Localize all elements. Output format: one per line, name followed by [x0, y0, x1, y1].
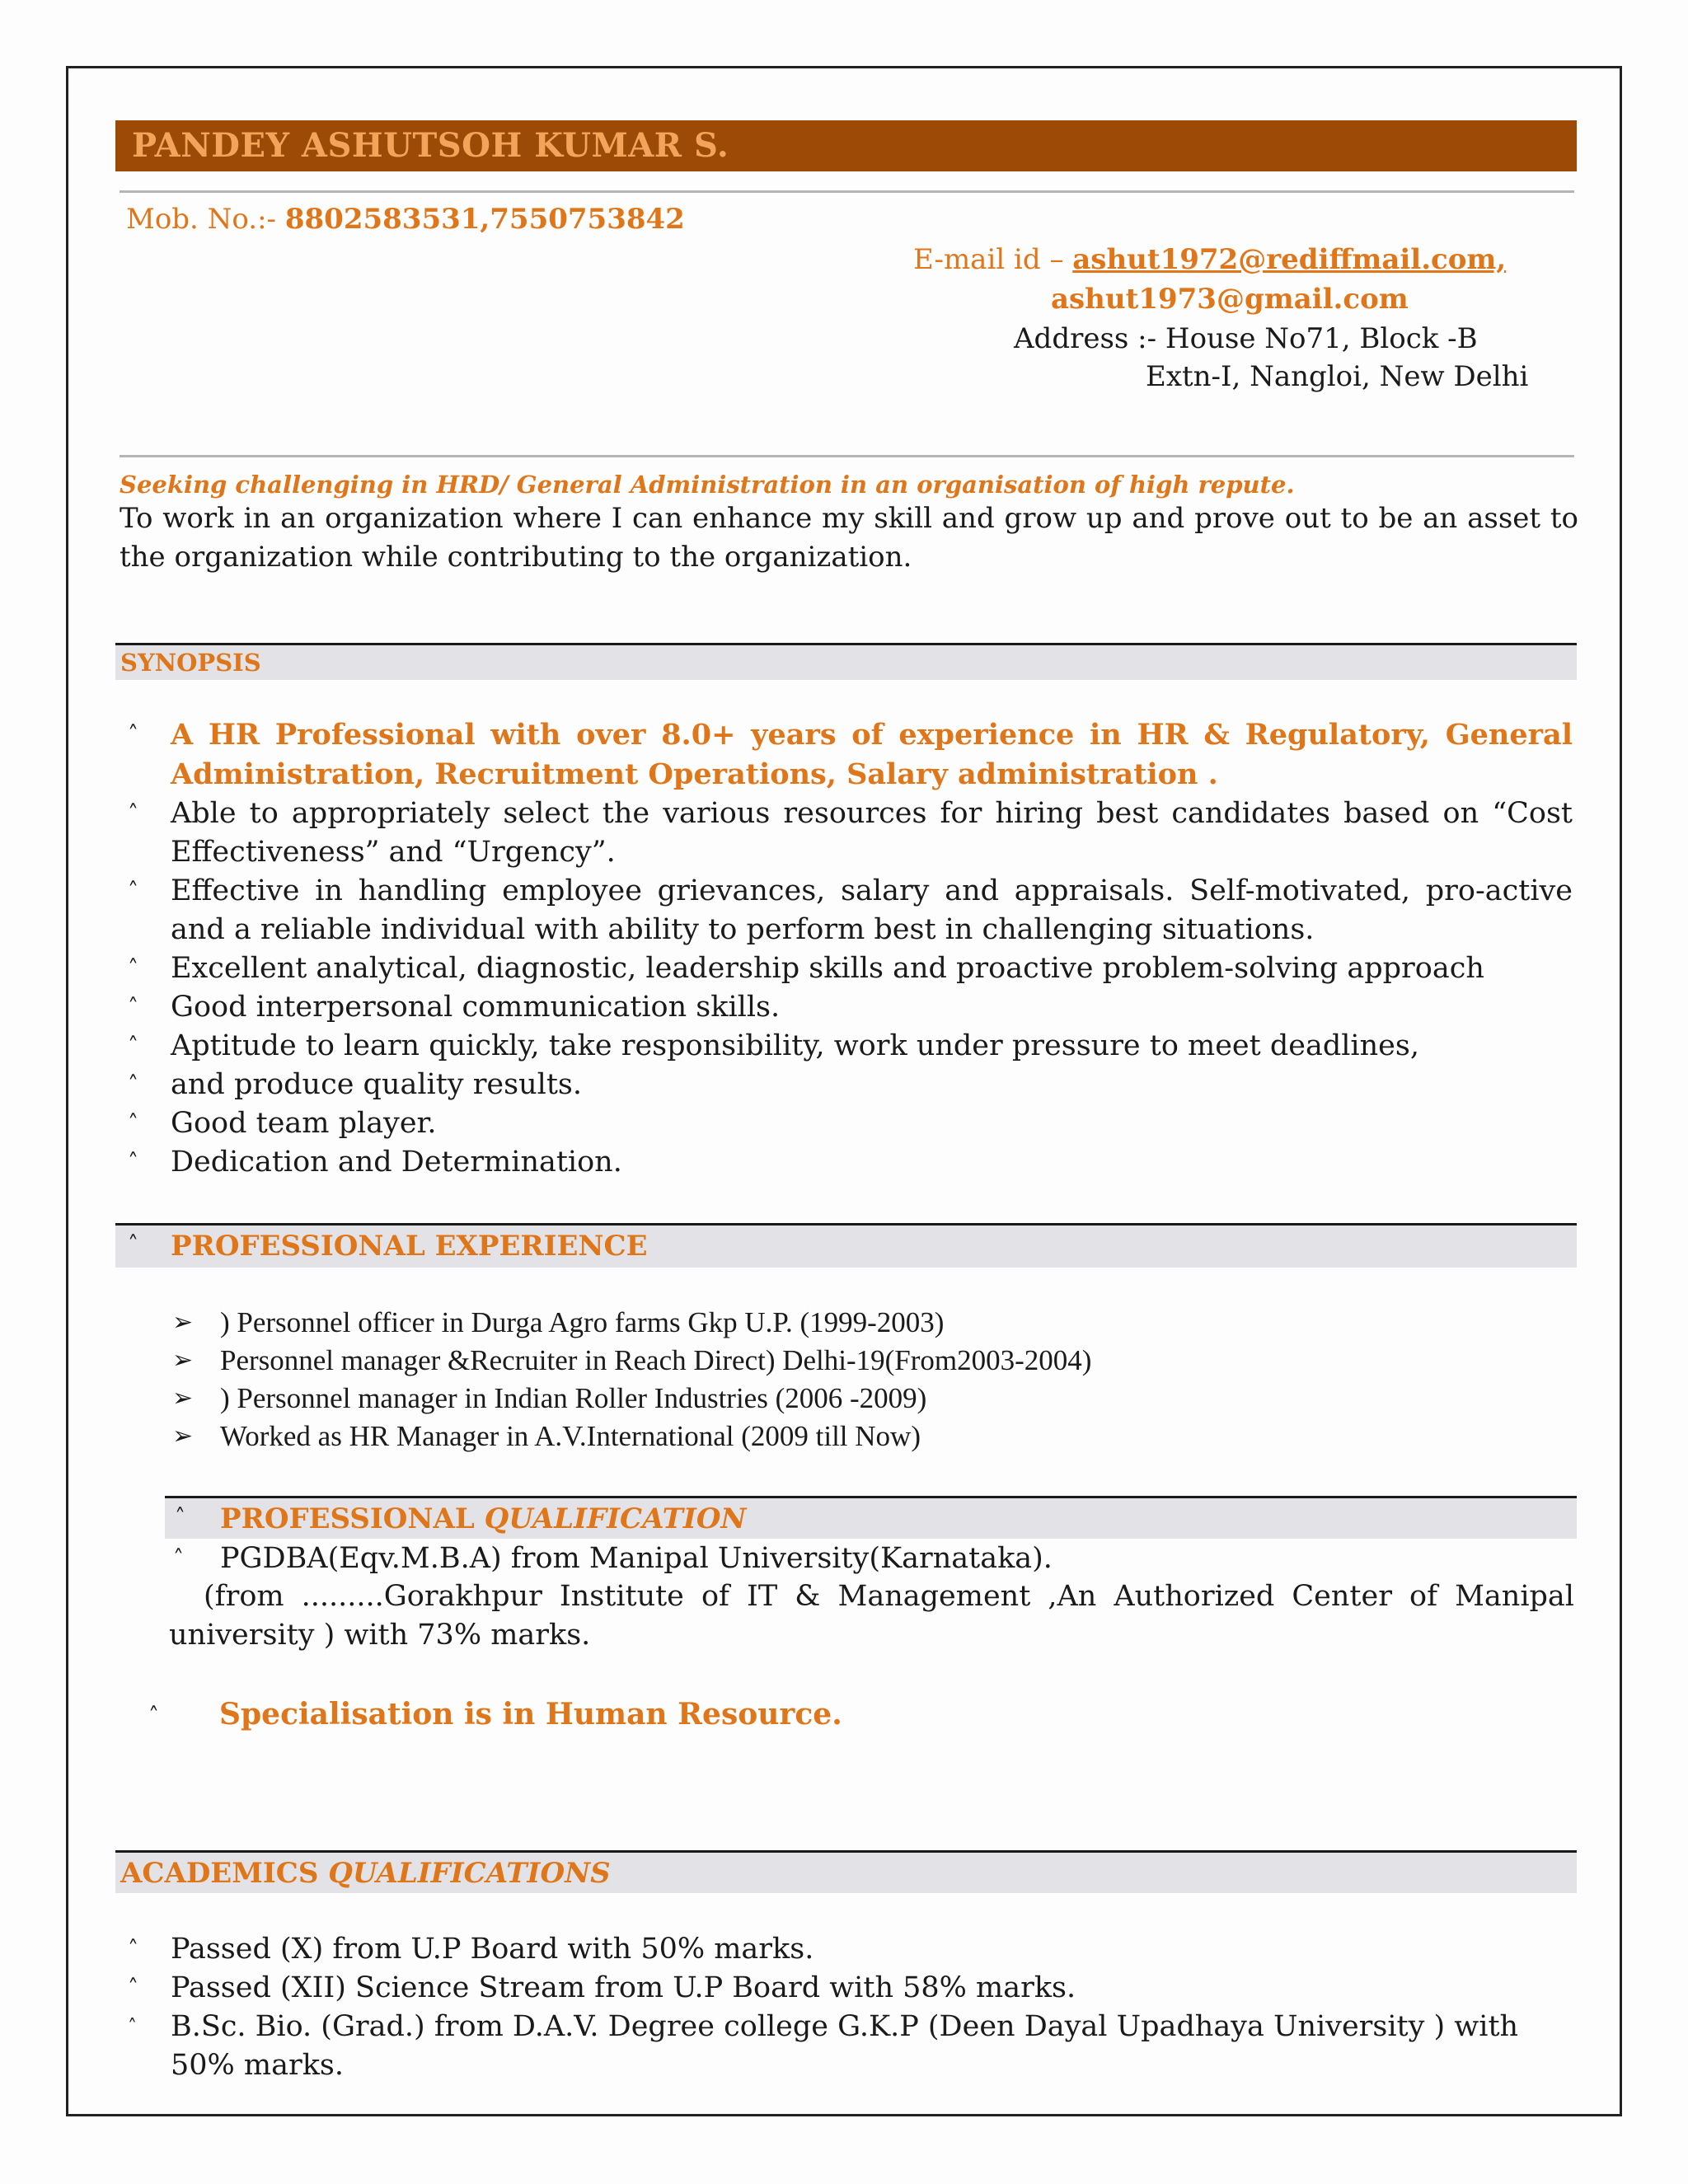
- synopsis-item: ˄ Excellent analytical, diagnostic, leadership skills and proactive problem-solving approach: [120, 949, 1573, 988]
- header-divider: [120, 190, 1574, 193]
- academics-item: ˄ B.Sc. Bio. (Grad.) from D.A.V. Degree college G.K.P (Deen Dayal Upadhaya University ) with 50% marks.: [120, 2008, 1541, 2085]
- experience-item: ➢ Worked as HR Manager in A.V.International (2009 till Now): [169, 1418, 1570, 1455]
- email-link-1[interactable]: ashut1972@rediffmail.com,: [1072, 243, 1507, 276]
- arrowhead-bullet-icon: ➢: [172, 1309, 194, 1336]
- qualification-section-bar: [165, 1496, 1577, 1539]
- objective-heading: Seeking challenging in HRD/ General Administration in an organisation of high repute.: [120, 471, 1295, 499]
- academics-section-bar: [115, 1850, 1577, 1893]
- arrow-bullet-icon: ˄: [173, 1546, 184, 1571]
- arrow-bullet-icon: ˄: [128, 1033, 138, 1058]
- experience-section-bar: [115, 1223, 1577, 1268]
- specialisation-item: ˄ Specialisation is in Human Resource.: [148, 1694, 1550, 1736]
- arrowhead-bullet-icon: ➢: [172, 1347, 194, 1374]
- experience-item: ➢ ) Personnel officer in Durga Agro farms Gkp U.P. (1999-2003): [169, 1304, 1570, 1342]
- synopsis-item: ˄ Good interpersonal communication skills.: [120, 988, 1573, 1027]
- qualification-title: PROFESSIONAL QUALIFICATION: [220, 1502, 747, 1535]
- arrow-bullet-icon: ˄: [128, 1232, 138, 1257]
- mobile-label: Mob. No.:-: [126, 203, 285, 236]
- email-line-1: [913, 241, 1589, 279]
- arrow-bullet-icon: ˄: [128, 1937, 138, 1961]
- arrow-bullet-icon: ˄: [128, 1150, 138, 1174]
- academics-item: ˄ Passed (X) from U.P Board with 50% marks.: [120, 1930, 1541, 1969]
- address-line-2: Extn-I, Nangloi, New Delhi: [1146, 360, 1529, 393]
- synopsis-item: ˄ Good team player.: [120, 1104, 1573, 1143]
- arrow-bullet-icon: ˄: [128, 801, 138, 826]
- synopsis-item: ˄ Effective in handling employee grievances, salary and appraisals. Self-motivated, pro-active and a reliable individual with ability to perform best in challenging situations.: [120, 872, 1573, 949]
- arrow-bullet-icon: ˄: [128, 956, 138, 981]
- synopsis-item: ˄ Aptitude to learn quickly, take responsibility, work under pressure to meet deadlines,: [120, 1027, 1573, 1066]
- arrow-bullet-icon: ˄: [128, 879, 138, 903]
- email-line-2: [1051, 280, 1545, 319]
- synopsis-section-bar: [115, 643, 1577, 680]
- synopsis-title: SYNOPSIS: [120, 649, 261, 677]
- address-line-1: Address :- House No71, Block -B: [1014, 322, 1478, 355]
- arrow-bullet-icon: ˄: [128, 995, 138, 1019]
- academics-list: [120, 1930, 1541, 2085]
- candidate-name: PANDEY ASHUTSOH KUMAR S.: [115, 120, 1577, 171]
- arrow-bullet-icon: ˄: [128, 722, 138, 747]
- experience-item: ➢ ) Personnel manager in Indian Roller Industries (2006 -2009): [169, 1380, 1570, 1418]
- arrow-bullet-icon: ˄: [175, 1505, 185, 1530]
- synopsis-item: ˄ A HR Professional with over 8.0+ years of experience in HR & Regulatory, General Administration, Recruitment Operations, Salary administration .: [120, 715, 1573, 794]
- objective-text: To work in an organization where I can enhance my skill and grow up and prove out to be an asset to the organization while contributing to the organization.: [120, 502, 1578, 574]
- arrow-bullet-icon: ˄: [128, 2017, 137, 2037]
- academics-title: ACADEMICS QUALIFICATIONS: [120, 1857, 611, 1890]
- arrowhead-bullet-icon: ➢: [172, 1385, 194, 1412]
- academics-item: ˄ Passed (XII) Science Stream from U.P Board with 58% marks.: [120, 1969, 1541, 2008]
- synopsis-item: ˄ Dedication and Determination.: [120, 1143, 1573, 1182]
- synopsis-item: ˄ and produce quality results.: [120, 1066, 1573, 1104]
- email-label: E-mail id –: [913, 243, 1073, 276]
- arrow-bullet-icon: ˄: [148, 1704, 159, 1728]
- arrowhead-bullet-icon: ➢: [172, 1422, 194, 1450]
- experience-title: PROFESSIONAL EXPERIENCE: [171, 1230, 648, 1263]
- arrow-bullet-icon: ˄: [128, 1111, 138, 1136]
- synopsis-list: [120, 715, 1573, 1182]
- qualification-detail: (from .........Gorakhpur Institute of IT & Management ,An Authorized Center of Manipal university ) with 73% marks.: [169, 1580, 1574, 1652]
- mobile-value: 8802583531,7550753842: [284, 203, 685, 236]
- experience-list: [169, 1304, 1570, 1455]
- experience-item: ➢ Personnel manager &Recruiter in Reach Direct) Delhi-19(From2003-2004): [169, 1342, 1570, 1380]
- email-link-2[interactable]: ashut1973@gmail.com: [1051, 283, 1409, 316]
- synopsis-item: ˄ Able to appropriately select the various resources for hiring best candidates based on “Cost Effectiveness” and “Urgency”.: [120, 794, 1573, 872]
- arrow-bullet-icon: ˄: [128, 1975, 138, 2000]
- mobile-line: [126, 200, 868, 239]
- arrow-bullet-icon: ˄: [128, 1072, 138, 1097]
- qualification-item: ˄ PGDBA(Eqv.M.B.A) from Manipal University(Karnataka).: [173, 1540, 1574, 1578]
- objective-divider: [120, 455, 1574, 457]
